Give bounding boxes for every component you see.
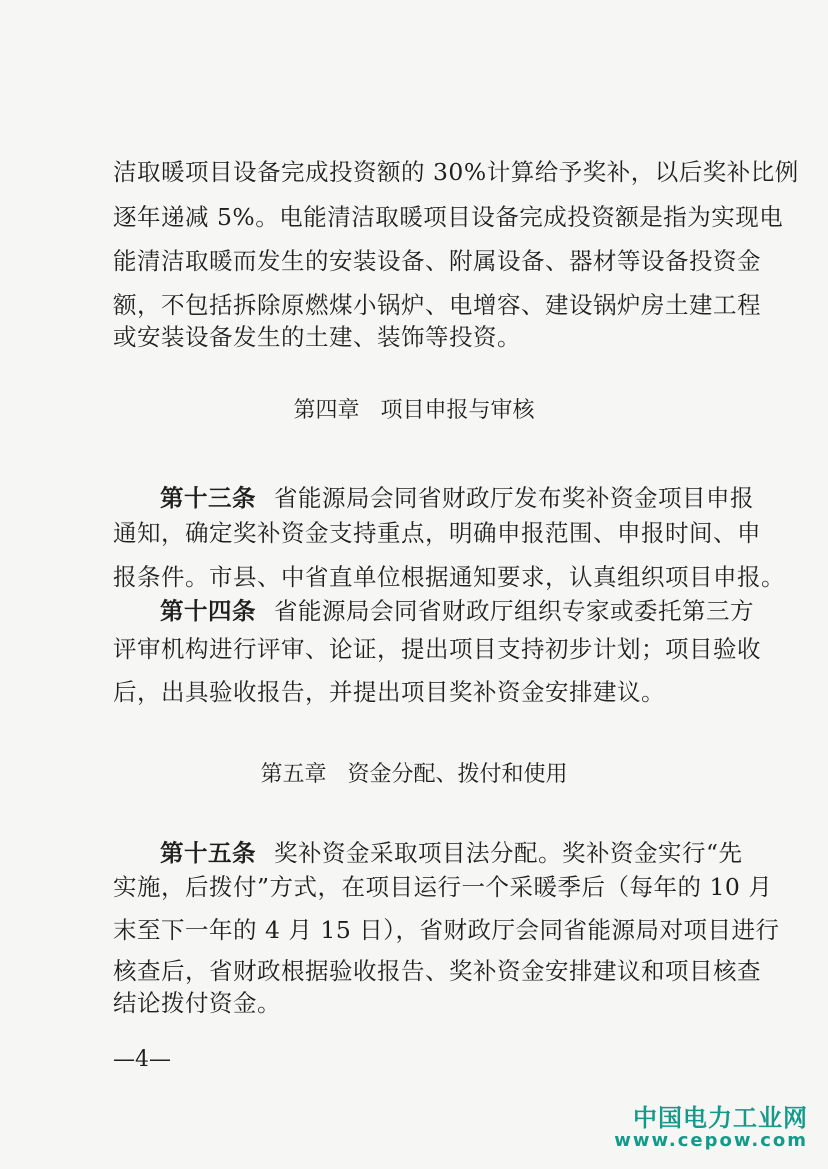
article-number: 第十四条 bbox=[160, 597, 256, 625]
article-first-line bbox=[160, 596, 754, 626]
paragraph-line: 末至下一年的 4 月 15 日），省财政厅会同省能源局对项目进行 bbox=[113, 916, 780, 944]
paragraph-line: 能清洁取暖而发生的安装设备、附属设备、器材等设备投资金 bbox=[113, 247, 761, 275]
article-text: 省能源局会同省财政厅发布奖补资金项目申报 bbox=[274, 484, 754, 512]
page-number: —4— bbox=[113, 1047, 171, 1072]
article-text: 省能源局会同省财政厅组织专家或委托第三方 bbox=[274, 597, 754, 625]
paragraph-line: 结论拨付资金。 bbox=[113, 989, 281, 1017]
paragraph-line: 后，出具验收报告，并提出项目奖补资金安排建议。 bbox=[113, 678, 665, 706]
paragraph-line: 洁取暖项目设备完成投资额的 30%计算给予奖补，以后奖补比例 bbox=[113, 158, 799, 186]
article-first-line bbox=[160, 838, 743, 868]
paragraph-line: 核查后，省财政根据验收报告、奖补资金安排建议和项目核查 bbox=[113, 957, 761, 985]
article-text: 奖补资金采取项目法分配。奖补资金实行“先 bbox=[274, 839, 743, 867]
paragraph-line: 评审机构进行评审、论证，提出项目支持初步计划；项目验收 bbox=[113, 635, 761, 663]
paragraph-line: 报条件。市县、中省直单位根据通知要求，认真组织项目申报。 bbox=[113, 563, 785, 591]
paragraph-line: 额，不包括拆除原燃煤小锅炉、电增容、建设锅炉房土建工程 bbox=[113, 291, 761, 319]
chapter-heading: 第四章 项目申报与审核 bbox=[293, 398, 535, 423]
article-number: 第十三条 bbox=[160, 484, 256, 512]
paragraph-line: 实施，后拨付”方式，在项目运行一个采暖季后（每年的 10 月 bbox=[113, 873, 773, 901]
watermark-title: 中国电力工业网 bbox=[633, 1104, 808, 1132]
chapter-heading: 第五章 资金分配、拨付和使用 bbox=[260, 762, 568, 787]
watermark-url: www.cepow.com bbox=[614, 1130, 808, 1151]
paragraph-line: 或安装设备发生的土建、装饰等投资。 bbox=[113, 323, 521, 351]
paragraph-line: 逐年递减 5%。电能清洁取暖项目设备完成投资额是指为实现电 bbox=[113, 203, 784, 231]
paragraph-line: 通知，确定奖补资金支持重点，明确申报范围、申报时间、申 bbox=[113, 519, 761, 547]
article-first-line bbox=[160, 483, 754, 513]
article-number: 第十五条 bbox=[160, 839, 256, 867]
